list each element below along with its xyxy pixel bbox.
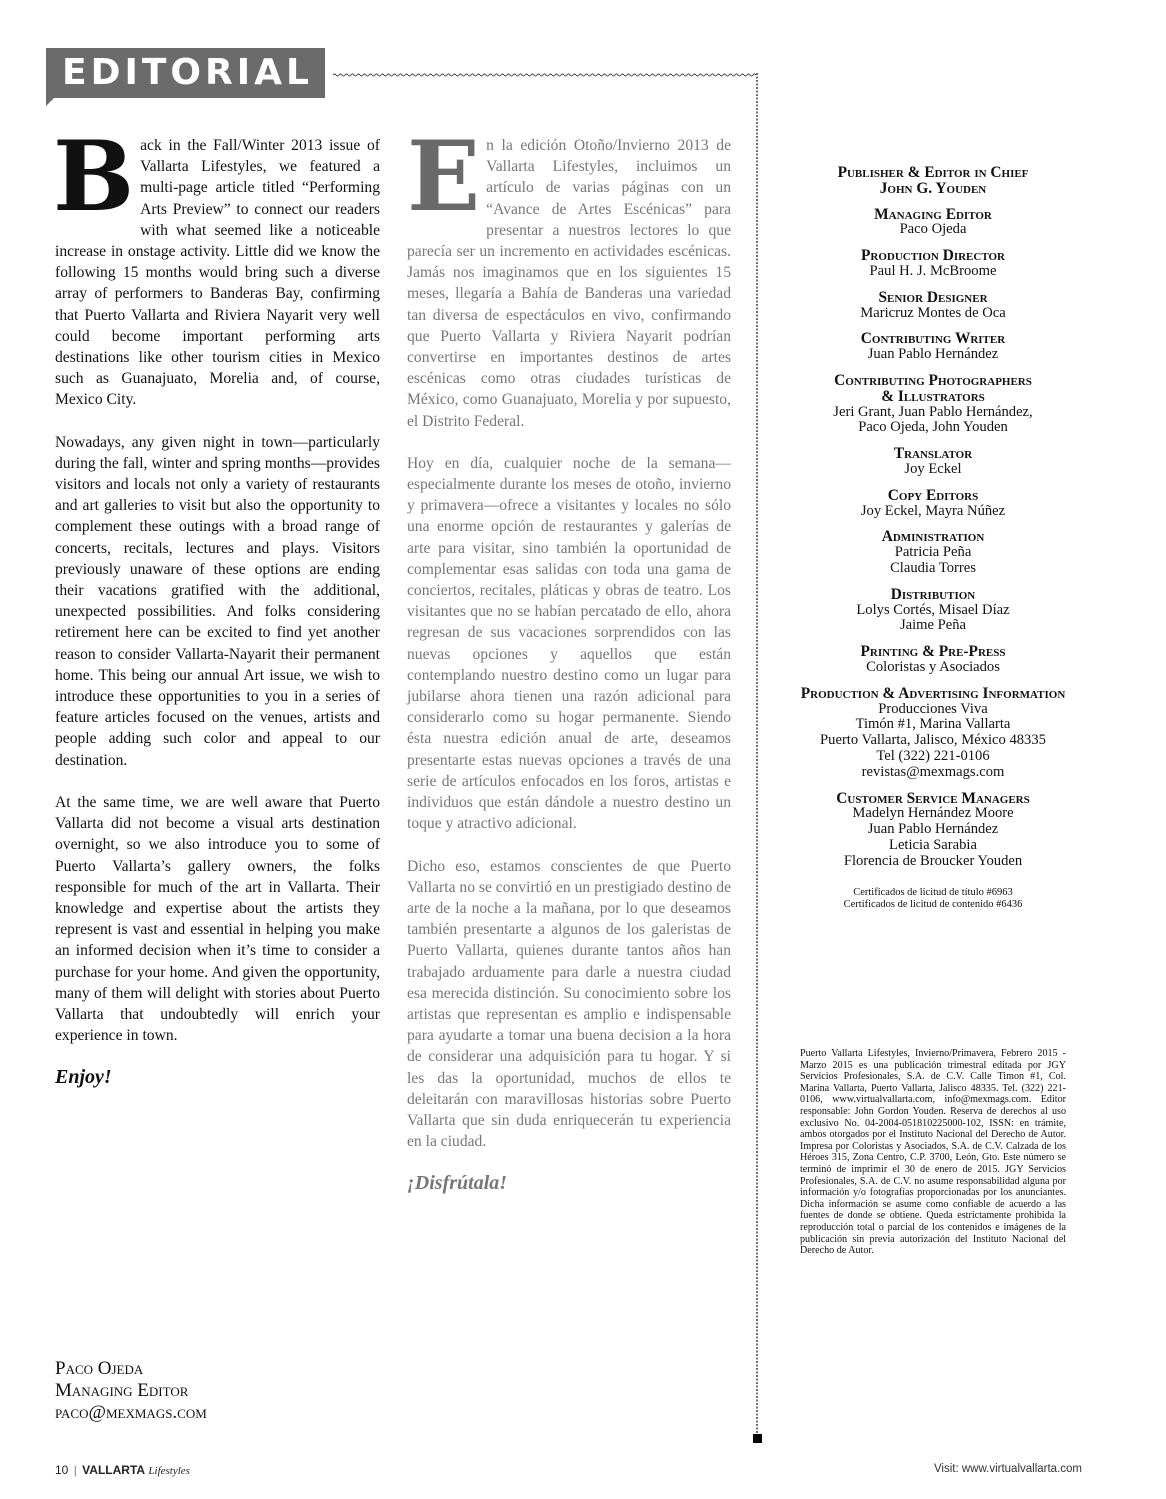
legal-notice: Puerto Vallarta Lifestyles, Invierno/Primavera, Febrero 2015 - Marzo 2015 es una publicación trimestral editada por JGY Servicios Profesionales, S.A. de C.V. Calle Timon #1, Col. Marina Vallarta, Puerto Vallarta, Jalisco 48335. Tel. (322) 221-0106, www.virtualvallarta.com, info@mexmags.com. Editor responsable: John Gordon Youden. Reserva de derechos al uso exclusivo No. 04-2004-051810225000-102, ISSN: en trámite, ambos otorgados por el Instituto Nacional del Derecho de Autor. Impresa por Coloristas y Asociados, S.A. de C.V. Calzada de los Héroes 315, Zona Centro, C.P. 3700, León, Gto. Este número se terminó de imprimir el 30 de enero de 2015. JGY Servicios Profesionales, S.A. de C.V. no asume responsabilidad alguna por información y/o fotografías proporcionadas por los anunciantes. Dicha información se asume como confiable de acuerdo a las fuentes de donde se obtiene. Queda estrictamente prohibida la reproducción total o parcial de los contenidos e imágenes de la publicación sin previa autorización del Instituto Nacional del Derecho de Autor. [800,1048,1066,1257]
dropcap-english: B [53,120,135,233]
footer-brand [55,1463,190,1477]
spanish-signoff: ¡Disfrútala! [407,1172,508,1195]
masthead-role: Contributing Writer Juan Pablo Hernández [860,330,1006,363]
signature-block [55,1358,207,1424]
divider-end-square [753,1434,762,1443]
signature-email[interactable]: paco@mexmags.com [55,1402,207,1423]
masthead-role: Production & Advertising Information Producciones Viva Timón #1, Marina Vallarta Puerto Vallarta, Jalisco, México 48335 Tel (322) 221-0106 revistas@mexmags.com [786,686,1080,781]
masthead-role: Translator Joy Eckel [893,445,973,477]
english-column [53,120,380,1110]
english-paragraph: At the same time, we are well aware that Puerto Vallarta did not become a visual arts destination overnight, so we also introduce you to some of Puerto Vallarta’s gallery owners, the folks responsible for much of the art in Vallarta. Their knowledge and expertise about the artists they represent is vast and essential in helping you make an informed decision when it’s time to consider a purchase for your home. And given the opportunity, many of them will delight with stories about Puerto Vallarta that undoubtedly will enrich your experience in town. [55,793,380,1045]
header-tab-notch [46,98,54,106]
english-paragraph: Nowadays, any given night in town—particularly during the fall, winter and spring months—provides visitors and locals not only a variety of restaurants and art galleries to visit but also the opportunity to complement these outings with a broad range of concerts, recitals, lectures and plays. Visitors previously unaware of these options are ending their vacations gratified with the additional, unexpected possibilities. And folks considering retirement here can be excited to find yet another reason to consider Vallarta-Nayarit their permanent home. This being our annual Art issue, we wish to introduce these opportunities to you in a series of feature articles focused on the venues, artists and people adding such color and appeal to our destination. [55,433,380,769]
footer-visit-link[interactable]: Visit: www.virtualvallarta.com [933,1463,1082,1475]
brand-name: VALLARTA [82,1463,146,1477]
spanish-paragraph: En la edición Otoño/Invierno 2013 de Vallarta Lifestyles, incluimos un artículo de varias páginas con un “Avance de Artes Escénicas” para presentar a nuestros lectores lo que parecía ser un incremento en actividades escénicas. Jamás nos imaginamos que en los siguientes 15 meses, llegaría a Bahía de Banderas una variedad tan diversa de espectáculos en vivo, confirmando que Puerto Vallarta y Riviera Nayarit podrían convertirse en importantes destinos de artes escénicas como otras ciudades turísticas de México, como Guanajuato, Morelia y por supuesto, el Distrito Federal. [407,120,731,430]
masthead-role: Contributing Photographers & Illustrators Jeri Grant, Juan Pablo Hernández, Paco Ojeda, John Youden [833,371,1033,436]
page-title: EDITORIAL [62,52,313,93]
masthead-role: Managing Editor Paco Ojeda [874,205,992,238]
masthead [786,165,1080,911]
masthead-role: Administration Patricia Peña Claudia Torres [881,528,985,576]
masthead-role: Printing & Pre-Press Coloristas y Asociados [860,643,1006,675]
masthead-role: Copy Editors Joy Eckel, Mayra Núñez [860,486,1006,519]
footer-separator: | [73,1463,77,1477]
masthead-role: Production Director Paul H. J. McBroome [861,247,1005,279]
spanish-paragraph: Hoy en día, cualquier noche de la semana—especialmente durante los meses de otoño, invierno y primavera—ofrece a visitantes y locales no sólo una enorme opción de restaurantes y galerías de arte para visitar, sino también la oportunidad de complementar esas salidas con toda una gama de conciertos, recitales, pláticas y obras de teatro. Los visitantes que no se habían percatado de ello, ahora regresan de sus vacaciones sorprendidos con las nuevas opciones y aquellos que están contemplando nuestro destino como un lugar para jubilarse ahora tienen una razón adicional para considerarlo como su hogar permanente. Siendo ésta nuestra edición anual de arte, deseamos presentarte estas nuevas opciones a través de una serie de artículos enfocados en los foros, artistas e individuos que están dándole a nuestro destino un toque y atractivo adicional. [407,454,731,833]
signature-name: Paco Ojeda [55,1358,144,1379]
column-divider [753,73,761,1435]
dropcap-spanish: E [407,120,481,233]
masthead-role: Customer Service Managers Madelyn Hernández Moore Juan Pablo Hernández Leticia Sarabia Florencia de Broucker Youden [836,789,1030,869]
english-signoff: Enjoy! [55,1066,112,1089]
contact-email[interactable]: revistas@mexmags.com [861,763,1005,780]
spanish-column [407,120,731,1216]
spanish-paragraph: Dicho eso, estamos conscientes de que Puerto Vallarta no se convirtió en un prestigiado destino de arte de la noche a la mañana, por lo que deseamos también presentarte a algunos de los galeristas de Puerto Vallarta, quienes durante tantos años han trabajado arduamente para darle a nuestra ciudad esa merecida distinción. Su conocimiento sobre los artistas que representan es amplio e indispensable para ayudarte a tomar una buena decision a la hora de considerar una adquisición para tu hogar. Y si les das la oportunidad, muchos de ellos te deleitarán con maravillosas historias sobre Puerto Vallarta que sin duda enriquecerán tu experiencia en la ciudad. [407,857,731,1151]
certificates: Certificados de licitud de título #6963 Certificados de licitud de contenido #6436 [843,887,1023,911]
english-paragraph: Back in the Fall/Winter 2013 issue of Vallarta Lifestyles, we featured a multi-page article titled “Performing Arts Preview” to connect our readers with what seemed like a noticeable increase in onstage activity. Little did we know the following 15 months would bring such a diverse array of performers to Banderas Bay, confirming that Puerto Vallarta and Riviera Nayarit very well could become important performing arts destinations like other tourism cities in Mexico such as Guanajuato, Morelia and, of course, Mexico City. [53,120,380,409]
brand-suffix: Lifestyles [148,1465,190,1477]
page-number: 10 [55,1463,69,1477]
masthead-role: Publisher & Editor in Chief John G. Youden [837,164,1029,197]
signature-title: Managing Editor [55,1380,189,1401]
masthead-role: Senior Designer Maricruz Montes de Oca [860,288,1006,321]
masthead-role: Distribution Lolys Cortés, Misael Díaz Jaime Peña [856,585,1010,634]
header-rule [333,73,757,77]
